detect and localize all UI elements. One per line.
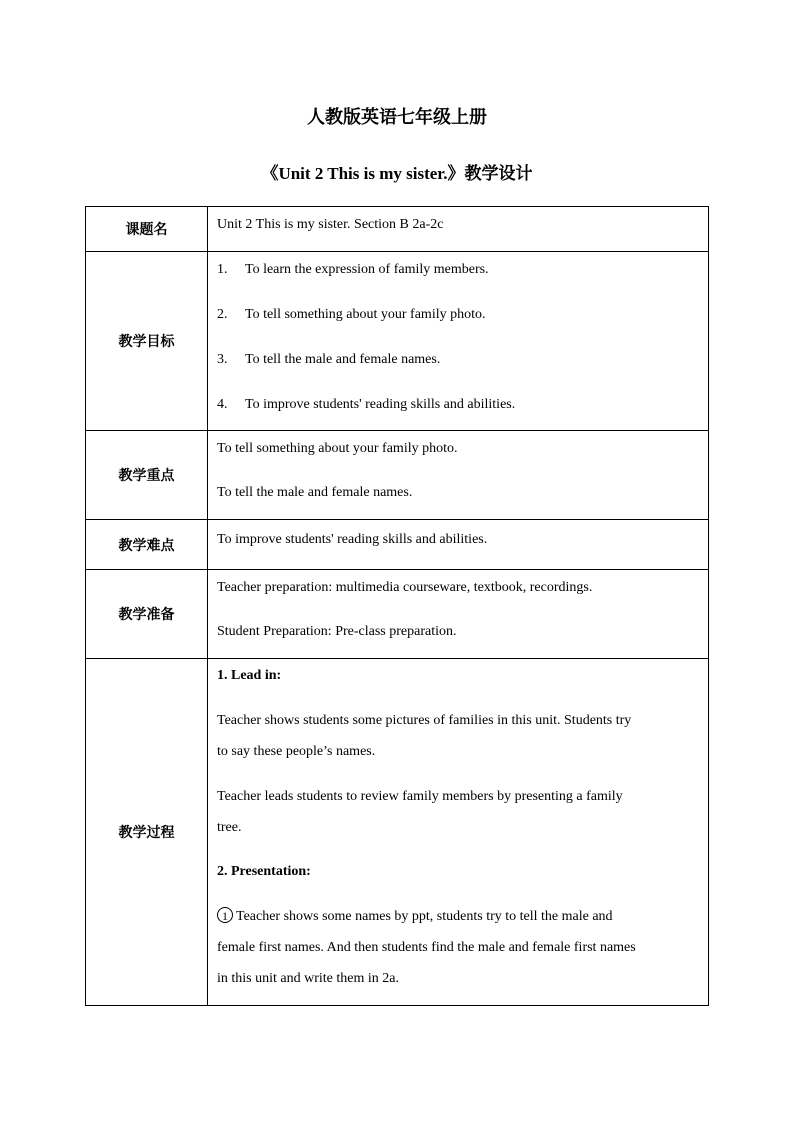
- paragraph-line: Teacher shows students some pictures of families in this unit. Students try: [217, 713, 632, 728]
- process-label: 教学过程: [86, 659, 208, 1006]
- key-points-label: 教学重点: [86, 431, 208, 520]
- table-row-preparation: [86, 570, 709, 659]
- preparation-label: 教学准备: [86, 570, 208, 659]
- preparation-item: Student Preparation: Pre-class preparation.: [217, 624, 457, 639]
- paragraph-line: female first names. And then students find the male and female first names: [217, 940, 636, 955]
- key-point-item: To tell the male and female names.: [217, 485, 413, 500]
- difficulty-text: To improve students' reading skills and abilities.: [217, 532, 488, 547]
- objective-item: [217, 260, 699, 280]
- topic-label: 课题名: [86, 207, 208, 252]
- table-row-process: [86, 659, 709, 1006]
- paragraph-line: tree.: [217, 820, 242, 835]
- paragraph-line: in this unit and write them in 2a.: [217, 971, 399, 986]
- table-row-objectives: [86, 252, 709, 431]
- objective-item: [217, 305, 699, 325]
- table-row-difficulties: [86, 520, 709, 570]
- key-points-cell: [208, 431, 709, 520]
- objective-text: To tell the male and female names.: [245, 352, 441, 367]
- paragraph-text: Teacher shows some names by ppt, students try to tell the male and: [236, 909, 613, 924]
- preparation-cell: [208, 570, 709, 659]
- difficulties-cell: [208, 520, 709, 570]
- objective-number: 3.: [217, 352, 228, 367]
- document-title: 人教版英语七年级上册: [307, 107, 487, 128]
- topic-cell: [208, 207, 709, 252]
- document-subtitle: 《Unit 2 This is my sister.》教学设计: [261, 164, 533, 183]
- objective-text: To tell something about your family photo.: [245, 307, 486, 322]
- objective-text: To learn the expression of family members.: [245, 262, 489, 277]
- key-point-item: To tell something about your family photo.: [217, 441, 458, 456]
- objective-number: 2.: [217, 307, 228, 322]
- difficulties-label: 教学难点: [86, 520, 208, 570]
- table-row-topic: [86, 207, 709, 252]
- paragraph-line: [217, 907, 699, 927]
- paragraph-line: Teacher leads students to review family members by presenting a family: [217, 789, 623, 804]
- table-row-key-points: [86, 431, 709, 520]
- preparation-item: Teacher preparation: multimedia courseware, textbook, recordings.: [217, 580, 593, 595]
- section-heading-presentation: 2. Presentation:: [217, 864, 311, 879]
- objectives-cell: [208, 252, 709, 431]
- process-cell: [208, 659, 709, 1006]
- section-heading-lead-in: 1. Lead in:: [217, 668, 282, 683]
- objective-item: [217, 350, 699, 370]
- lesson-plan-table: [85, 206, 709, 1006]
- circled-number-marker: 1: [217, 907, 233, 923]
- topic-value: Unit 2 This is my sister. Section B 2a-2c: [217, 217, 444, 232]
- paragraph-line: to say these people’s names.: [217, 744, 376, 759]
- objective-item: [217, 395, 699, 415]
- objective-number: 4.: [217, 397, 228, 412]
- objective-number: 1.: [217, 262, 228, 277]
- objectives-label: 教学目标: [86, 252, 208, 431]
- objective-text: To improve students' reading skills and abilities.: [245, 397, 516, 412]
